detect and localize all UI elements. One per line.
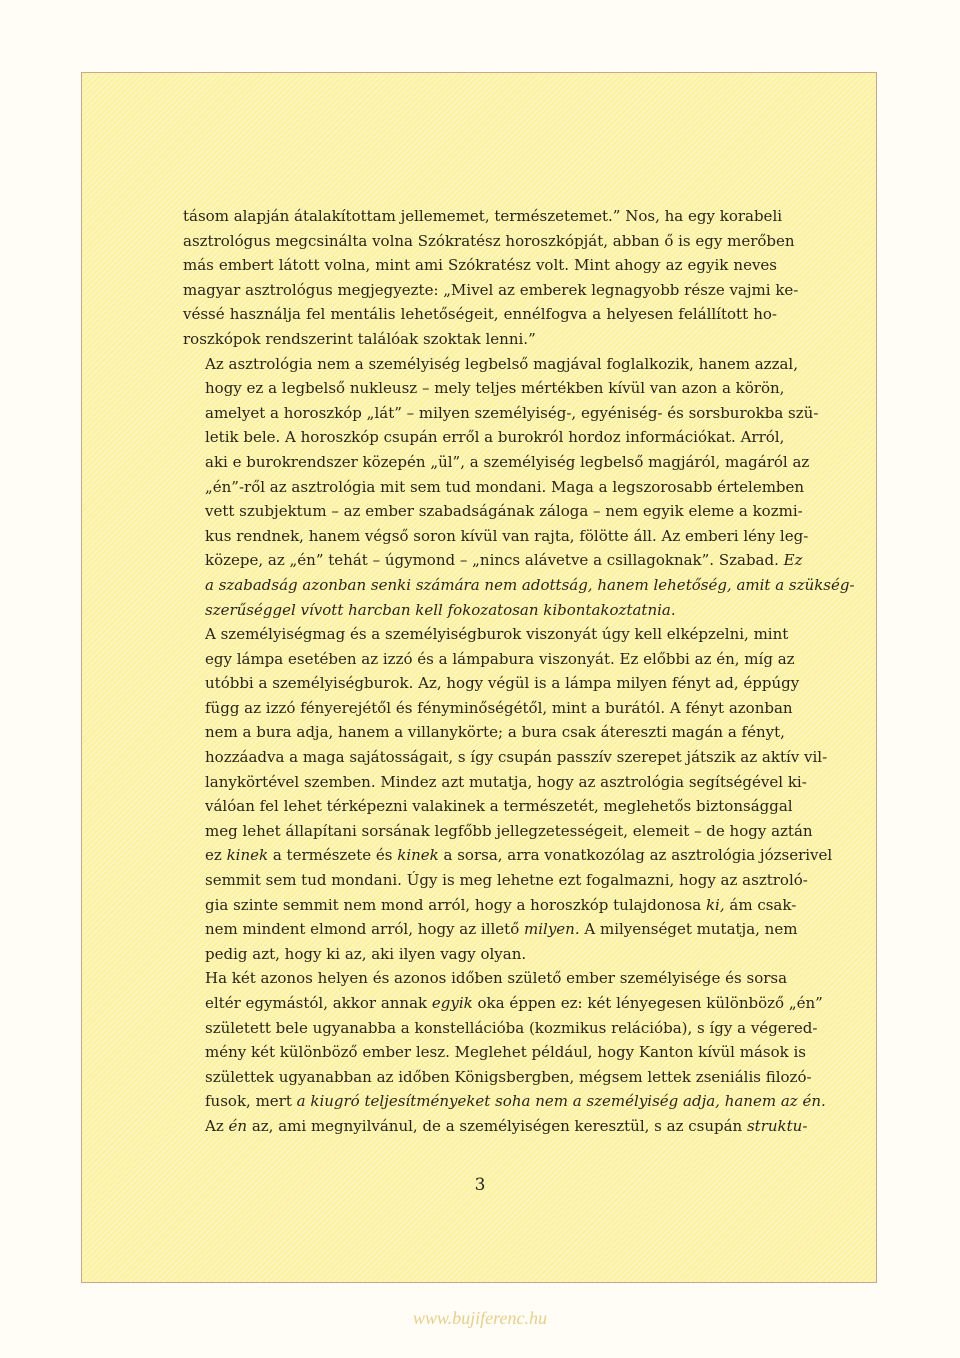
- text-segment: függ az izzó fényerejétől és fényminőségétől, mint a burától. A fényt azonban: [205, 698, 793, 717]
- italic-text: a kiugró teljesítményeket soha nem a személyiség adja, hanem az én.: [296, 1092, 826, 1111]
- text-line: [183, 229, 795, 254]
- italic-text: egyik: [431, 994, 473, 1012]
- text-line: [183, 1016, 818, 1041]
- footer-url[interactable]: www.bujiferenc.hu: [413, 1308, 547, 1328]
- text-line: [183, 1040, 806, 1065]
- text-segment: véssé használja fel mentális lehetőségeit, ennélfogva a helyesen felállított ho-: [183, 305, 777, 324]
- text-segment: utóbbi a személyiségburok. Az, hogy végül is a lámpa milyen fényt ad, éppúgy: [205, 674, 800, 693]
- text-line: [183, 647, 795, 672]
- italic-text: ki,: [705, 895, 725, 914]
- page-number: 3: [474, 1175, 486, 1195]
- text-line: [183, 745, 828, 770]
- text-line: [183, 573, 855, 598]
- text-segment: semmit sem tud mondani. Úgy is meg lehetne ezt fogalmazni, hogy az asztroló-: [205, 871, 808, 890]
- text-line: [183, 376, 785, 401]
- text-line: [183, 917, 798, 942]
- text-segment: hogy ez a legbelső nukleusz – mely teljes mértékben kívül van azon a körön,: [205, 379, 785, 398]
- italic-text: szerűséggel vívott harcban kell fokozatosan kibontakoztatnia.: [205, 600, 676, 619]
- text-segment: A milyenséget mutatja, nem: [579, 920, 798, 939]
- text-line: [183, 770, 807, 795]
- italic-text: struktu-: [746, 1116, 808, 1135]
- text-line: [183, 450, 810, 475]
- text-line: [183, 893, 797, 918]
- text-segment: „én”-ről az asztrológia mit sem tud mondani. Maga a legszorosabb értelemben: [205, 477, 805, 496]
- text-segment: válóan fel lehet térképezni valakinek a természetét, meglehetős biztonsággal: [205, 797, 793, 816]
- text-segment: született bele ugyanabba a konstellációba (kozmikus relációba), s így a végered-: [205, 1018, 818, 1037]
- text-line: [183, 1114, 808, 1139]
- text-line: [183, 598, 777, 623]
- text-segment: Ha két azonos helyen és azonos időben születő ember személyisége és sorsa: [205, 969, 788, 988]
- text-line: [183, 278, 799, 303]
- text-segment: meg lehet állapítani sorsának legfőbb jellegzetességeit, elemeit – de hogy aztán: [205, 821, 813, 840]
- text-line: [183, 1089, 826, 1114]
- text-segment: tásom alapján átalakítottam jellememet, természetemet.” Nos, ha egy korabeli: [183, 207, 783, 225]
- text-segment: nem a bura adja, hanem a villanykörte; a bura csak átereszti magán a fényt,: [205, 723, 785, 742]
- text-segment: a természete és: [268, 846, 398, 865]
- text-line: [183, 548, 803, 573]
- text-segment: asztrológus megcsinálta volna Szókratész horoszkópját, abban ő is egy merőben: [183, 231, 795, 250]
- text-line: [183, 327, 777, 352]
- italic-text: Ez: [783, 551, 803, 570]
- text-segment: magyar asztrológus megjegyezte: „Mivel az emberek legnagyobb része vajmi ke-: [183, 280, 799, 299]
- text-segment: az, ami megnyilvánul, de a személyiségen keresztül, s az csupán: [247, 1116, 747, 1135]
- paragraph: [183, 204, 799, 352]
- italic-text: milyen.: [524, 920, 580, 939]
- text-segment: Az asztrológia nem a személyiség legbelső magjával foglalkozik, hanem azzal,: [205, 354, 798, 373]
- text-segment: eltér egymástól, akkor annak: [205, 994, 432, 1012]
- text-segment: egy lámpa esetében az izzó és a lámpabura viszonyát. Ez előbbi az én, míg az: [205, 649, 795, 668]
- italic-text: a szabadság azonban senki számára nem adottság, hanem lehetőség, amit a szükség-: [205, 575, 855, 594]
- text-line: [183, 843, 833, 868]
- text-line: [183, 524, 809, 549]
- text-segment: más embert látott volna, mint ami Szókratész volt. Mint ahogy az egyik neves: [183, 256, 777, 275]
- text-segment: a sorsa, arra vonatkozólag az asztrológia józserivel: [438, 846, 833, 865]
- paragraph: [183, 966, 826, 1138]
- text-segment: közepe, az „én” tehát – úgymond – „nincs alávetve a csillagoknak”. Szabad.: [205, 551, 784, 570]
- text-line: [183, 622, 789, 647]
- text-segment: vett szubjektum – az ember szabadságának záloga – nem egyik eleme a kozmi-: [205, 502, 803, 521]
- text-segment: kus rendnek, hanem végső soron kívül van rajta, fölötte áll. Az emberi lény leg-: [205, 526, 809, 545]
- text-line: [183, 499, 803, 524]
- paragraph: [183, 352, 855, 623]
- text-line: [183, 991, 823, 1016]
- text-line: [183, 942, 777, 967]
- text-segment: ám csak-: [724, 895, 797, 914]
- text-line: [183, 720, 785, 745]
- text-line: [183, 302, 777, 327]
- text-line: [183, 819, 813, 844]
- text-line: [183, 794, 793, 819]
- text-line: [183, 671, 800, 696]
- text-segment: letik bele. A horoszkóp csupán erről a burokról hordoz információkat. Arról,: [205, 428, 785, 447]
- text-segment: születtek ugyanabban az időben Königsbergben, mégsem lettek zseniális filozó-: [205, 1067, 812, 1086]
- text-segment: ez: [205, 846, 227, 865]
- text-line: [183, 696, 793, 721]
- paragraph: [183, 622, 833, 966]
- text-segment: lanykörtével szemben. Mindez azt mutatja, hogy az asztrológia segítségével ki-: [205, 772, 807, 791]
- text-line: [183, 868, 808, 893]
- text-line: [183, 401, 819, 426]
- text-segment: pedig azt, hogy ki az, aki ilyen vagy olyan.: [205, 944, 527, 963]
- italic-text: kinek: [226, 846, 269, 865]
- text-line: [183, 966, 788, 991]
- italic-text: kinek: [397, 846, 439, 865]
- body-text: [183, 204, 855, 1139]
- text-line: [183, 475, 805, 500]
- text-segment: nem mindent elmond arról, hogy az illető: [205, 920, 524, 939]
- italic-text: én: [228, 1116, 248, 1135]
- text-segment: A személyiségmag és a személyiségburok viszonyát úgy kell elképzelni, mint: [205, 625, 789, 644]
- text-segment: Az: [205, 1116, 229, 1135]
- text-segment: oka éppen ez: két lényegesen különböző „én”: [472, 994, 823, 1012]
- text-segment: roszkópok rendszerint találóak szoktak lenni.”: [183, 329, 536, 348]
- text-segment: fusok, mert: [205, 1092, 297, 1111]
- text-line: [183, 204, 783, 229]
- text-segment: mény két különböző ember lesz. Meglehet például, hogy Kanton kívül mások is: [205, 1043, 806, 1062]
- text-segment: amelyet a horoszkóp „lát” – milyen személyiség-, egyéniség- és sorsburokba szü-: [205, 403, 819, 422]
- text-segment: aki e burokrendszer közepén „ül”, a személyiség legbelső magjáról, magáról az: [205, 452, 810, 471]
- text-line: [183, 1065, 812, 1090]
- text-line: [183, 253, 777, 278]
- text-line: [183, 352, 798, 377]
- text-segment: hozzáadva a maga sajátosságait, s így csupán passzív szerepet játszik az aktív vil-: [205, 748, 828, 767]
- text-line: [183, 425, 785, 450]
- text-segment: gia szinte semmit nem mond arról, hogy a horoszkóp tulajdonosa: [205, 895, 706, 914]
